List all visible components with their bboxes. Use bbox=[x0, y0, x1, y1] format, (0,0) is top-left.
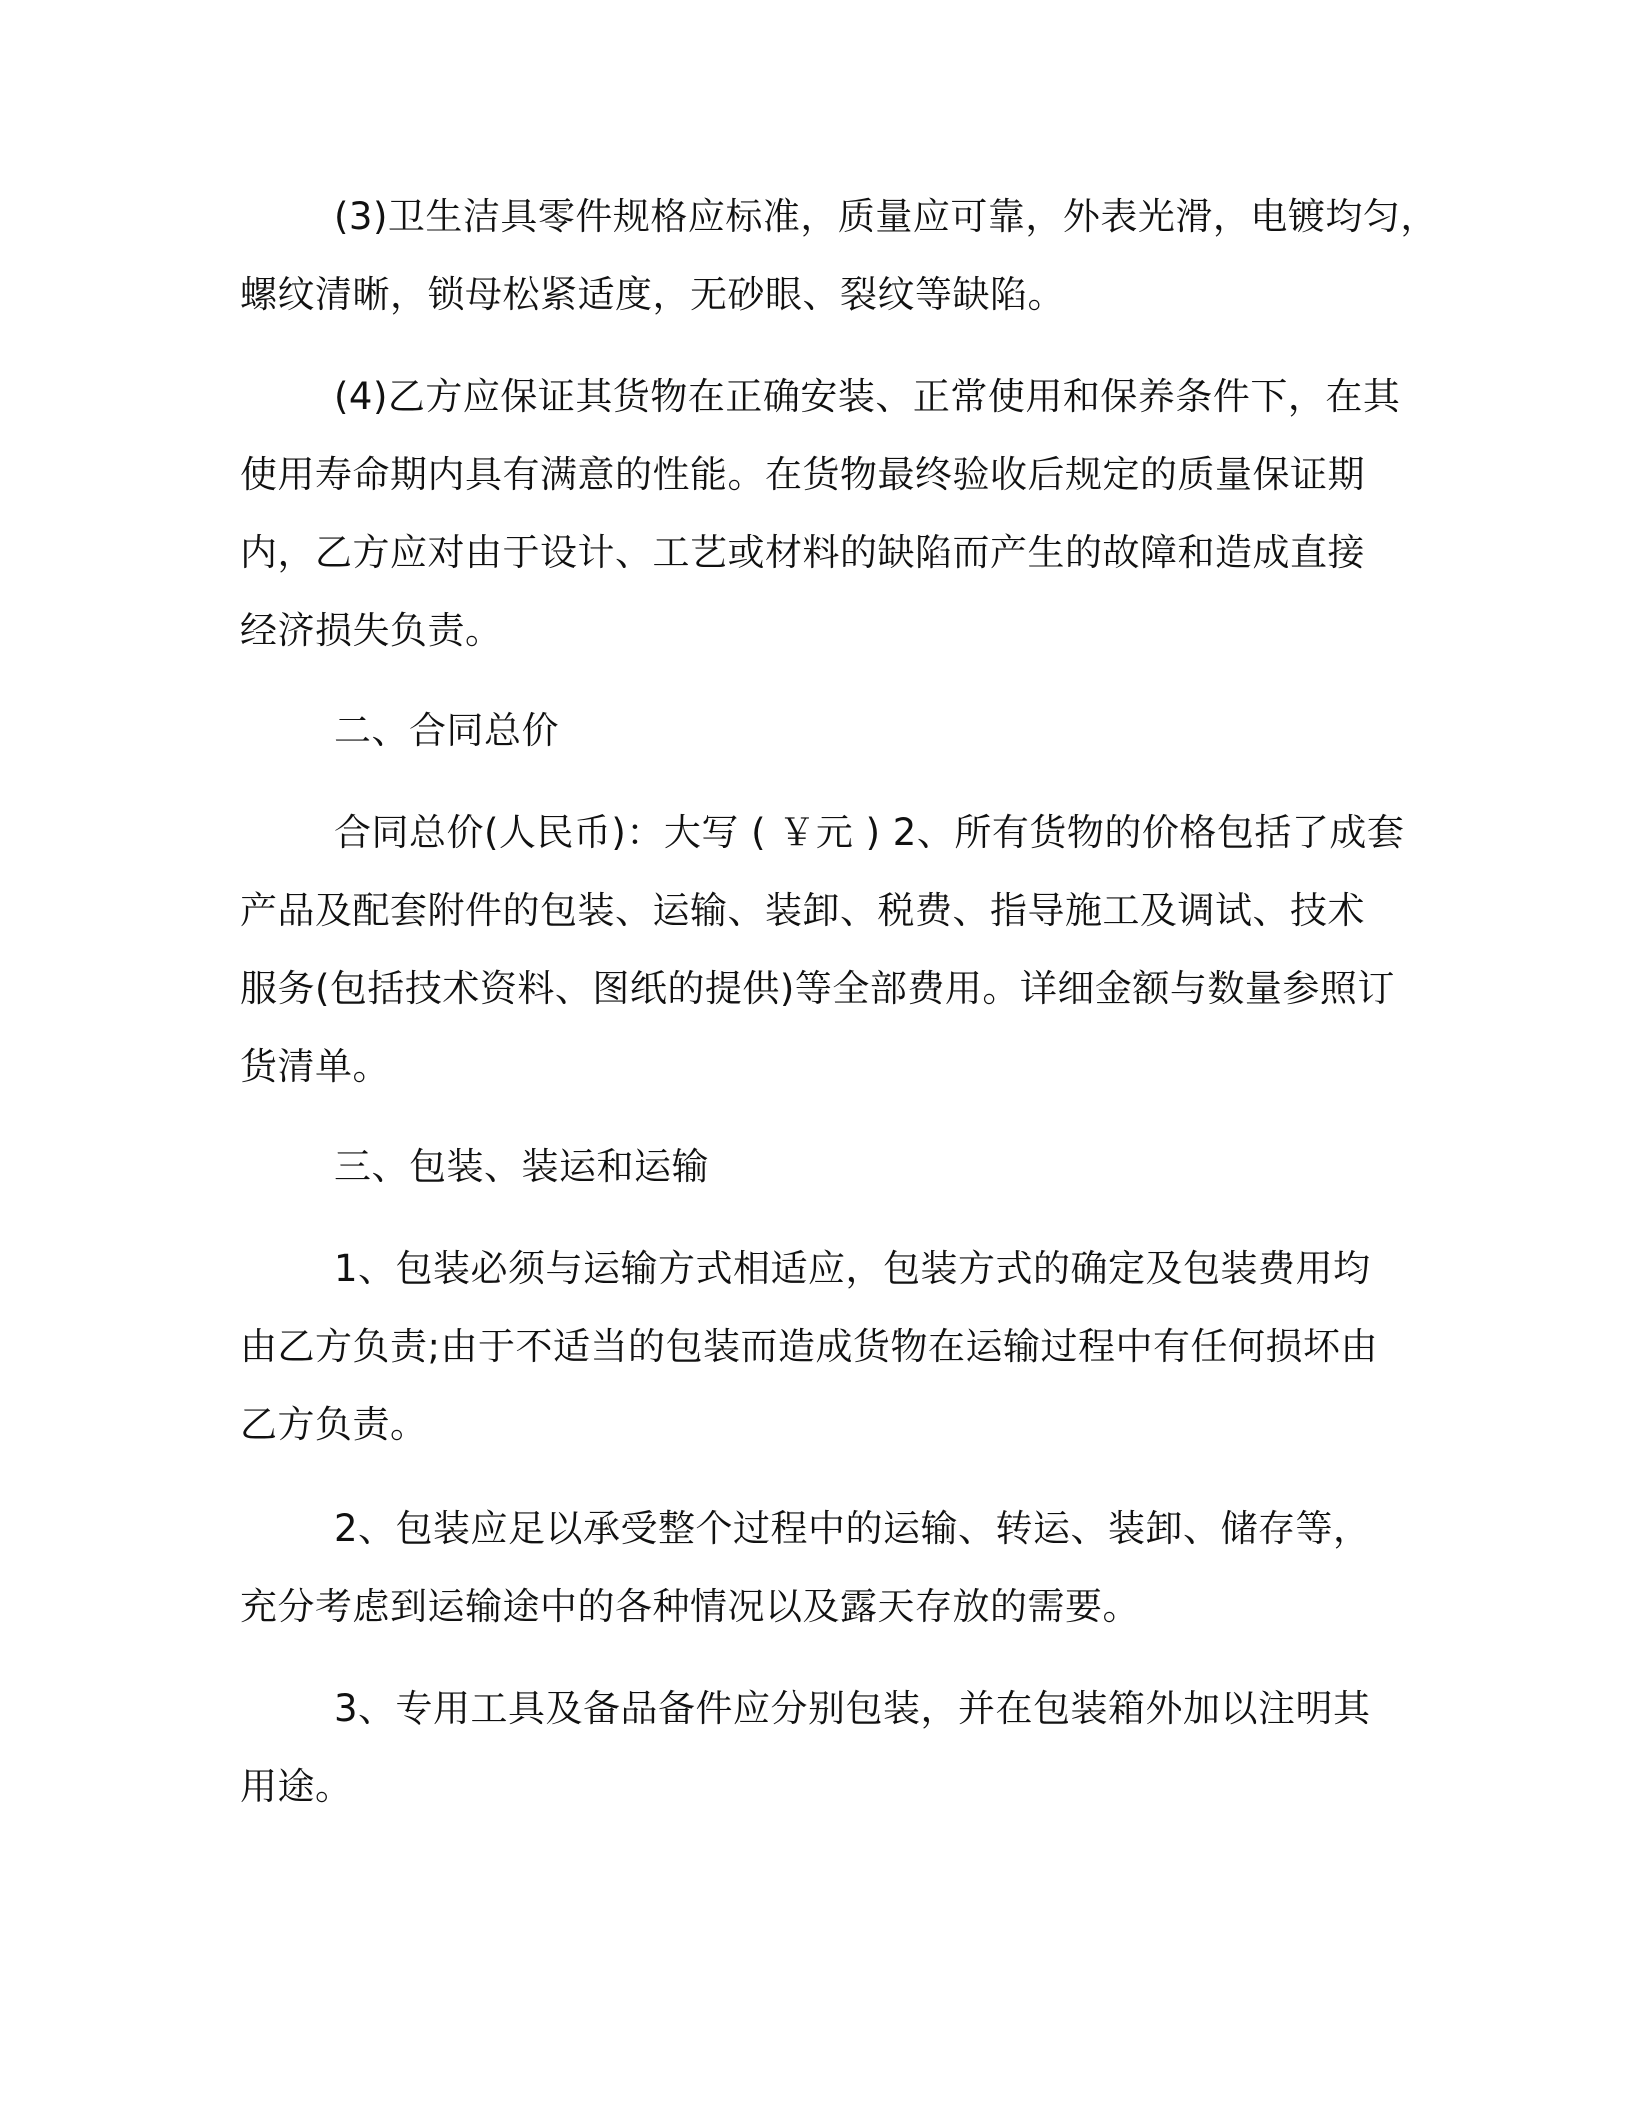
paragraph-line: 螺纹清晰，锁母松紧适度，无砂眼、裂纹等缺陷。 bbox=[240, 273, 1065, 316]
paragraph-quality-parts bbox=[240, 178, 1438, 334]
paragraph-line: 由乙方负责;由于不适当的包装而造成货物在运输过程中有任何损坏由 bbox=[240, 1325, 1378, 1368]
paragraph-tools-spares bbox=[240, 1670, 1410, 1826]
paragraph-line: 充分考虑到运输途中的各种情况以及露天存放的需要。 bbox=[240, 1585, 1140, 1628]
paragraph-line: 服务(包括技术资料、图纸的提供)等全部费用。详细金额与数量参照订 bbox=[240, 967, 1395, 1010]
paragraph-line: 内，乙方应对由于设计、工艺或材料的缺陷而产生的故障和造成直接 bbox=[240, 531, 1365, 574]
paragraph-line: 货清单。 bbox=[240, 1045, 390, 1088]
section-heading-packaging: 三、包装、装运和运输 bbox=[334, 1145, 709, 1188]
paragraph-total-price bbox=[240, 794, 1410, 1106]
paragraph-line: 用途。 bbox=[240, 1765, 353, 1808]
paragraph-packaging-method bbox=[240, 1230, 1410, 1464]
paragraph-line: 3、专用工具及备品备件应分别包装，并在包装箱外加以注明其 bbox=[334, 1687, 1371, 1730]
paragraph-line: 乙方负责。 bbox=[240, 1403, 428, 1446]
paragraph-line: 经济损失负责。 bbox=[240, 609, 503, 652]
section-heading-total-price: 二、合同总价 bbox=[334, 709, 559, 752]
paragraph-line: 2、包装应足以承受整个过程中的运输、转运、装卸、储存等， bbox=[334, 1507, 1371, 1550]
paragraph-line: 使用寿命期内具有满意的性能。在货物最终验收后规定的质量保证期 bbox=[240, 453, 1365, 496]
paragraph-line: 产品及配套附件的包装、运输、装卸、税费、指导施工及调试、技术 bbox=[240, 889, 1365, 932]
paragraph-packaging-durability bbox=[240, 1490, 1410, 1646]
paragraph-line: (3)卫生洁具零件规格应标准，质量应可靠，外表光滑，电镀均匀， bbox=[334, 195, 1438, 238]
paragraph-line: 合同总价(人民币)：大写 ( ￥元 ) 2、所有货物的价格包括了成套 bbox=[334, 811, 1405, 854]
paragraph-line: (4)乙方应保证其货物在正确安装、正常使用和保养条件下，在其 bbox=[334, 375, 1401, 418]
paragraph-line: 1、包装必须与运输方式相适应，包装方式的确定及包装费用均 bbox=[334, 1247, 1371, 1290]
paragraph-warranty bbox=[240, 358, 1410, 670]
